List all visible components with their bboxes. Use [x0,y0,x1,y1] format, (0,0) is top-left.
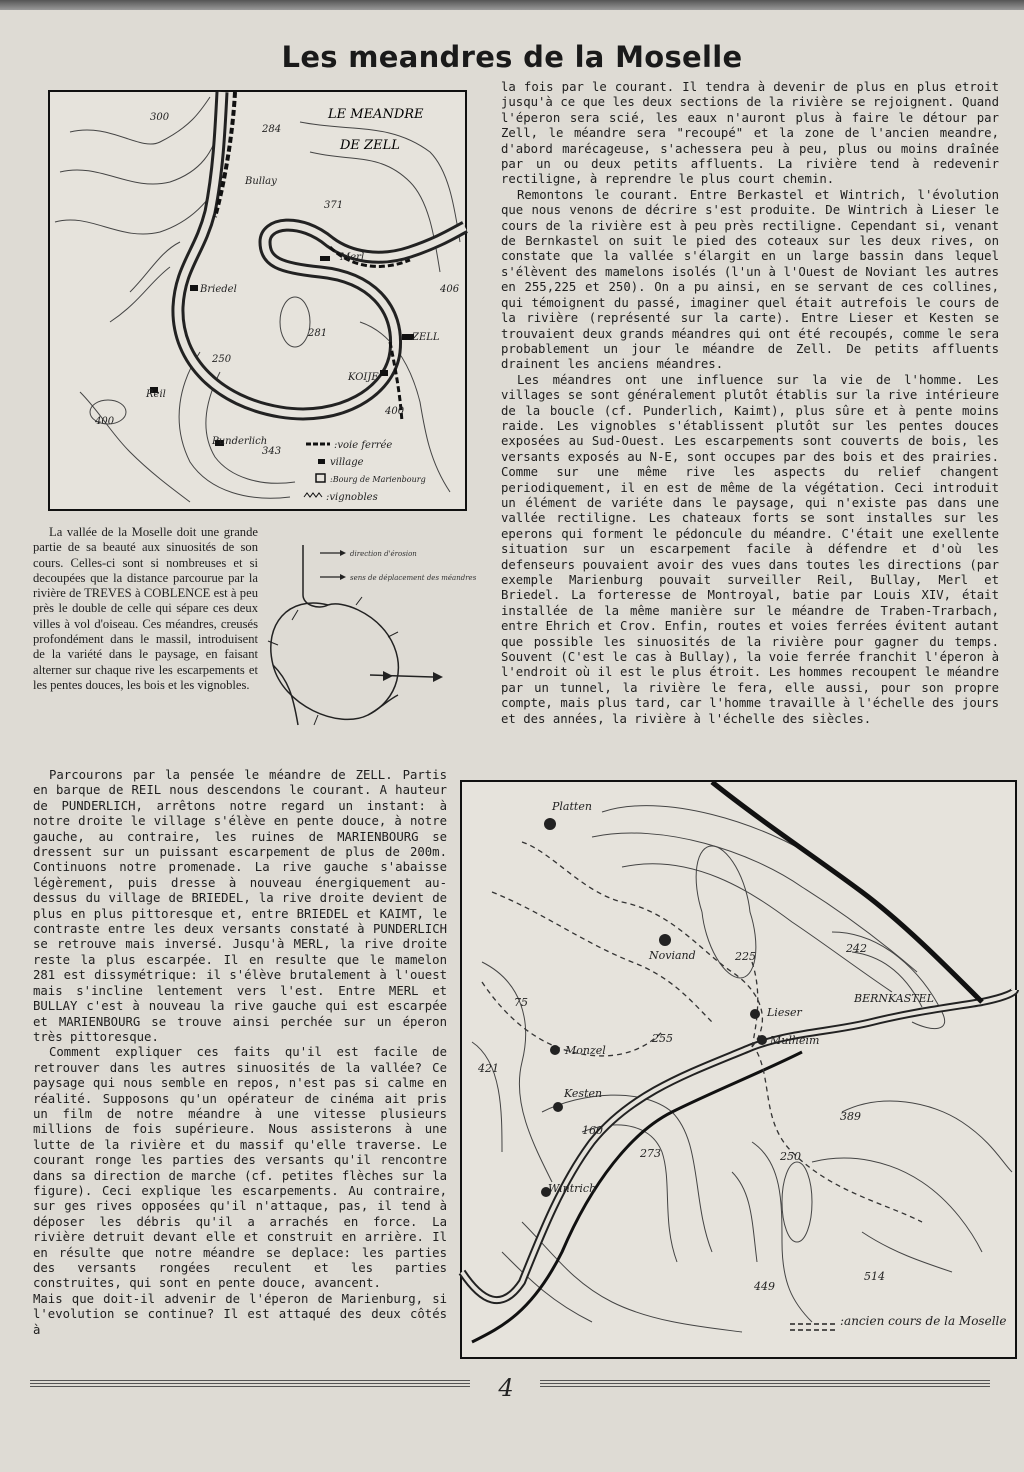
paragraph: Remontons le courant. Entre Berkastel et Wintrich, l'évolution que nous venons de décrire s'est produite. De Wintrich à Lieser le cours de la rivière est à peu près rectiligne. Cependant si, venant de Bernkastel on suit le pied des coteaux sur les deux rives, on constate que la vallée s'élargit en un large bassin dans lequel s'élèvent des mamelons isolés (l'un à l'Ouest de Noviant les autres en 255,225 et 250). On a pu ainsi, en se servant de ces collines, qui témoignent du passé, imaginer quel était autrefois le cours de la rivière (représenté sur la carte). Entre Lieser et Kesten se trouvaient deux grands méandres qui ont été recoupés, comme le sera probablement un jour le méandre de Zell. De petits affluents drainent les anciens méandres. [501,187,999,372]
map-zell-label: 406 [440,284,460,295]
map-zell-label: 343 [262,446,282,457]
text-column-right [501,80,999,727]
map-label-mulheim: Mulheim [770,1034,820,1047]
map-label-kesten: Kesten [564,1087,603,1100]
map-zell-drawing [50,92,465,509]
map-zell-label: Bullay [245,176,277,187]
map-label-75: 75 [514,996,528,1009]
legend-castle: :Bourg de Marienbourg [330,475,426,484]
legend-village: village [330,457,364,468]
map-zell-label: Briedel [200,284,237,295]
map-zell-legend [304,440,426,503]
legend-old-course-text: :ancien cours de la Moselle [840,1314,1007,1328]
map-label-389: 389 [840,1110,861,1123]
map-label-monzel: Monzel [565,1044,606,1057]
paragraph: Parcourons par la pensée le méandre de ZELL. Partis en barque de REIL nous descendons le courant. A hauteur de PUNDERLICH, arrêtons notre regard un instant: à notre droite le village s'élève en pente douce, à notre gauche, au contraire, les ruines de MARIENBOURG se dressent sur un puissant escarpement de plus de 200m. Continuons notre promenade. La rive gauche s'abaisse légèrement, puis dresse à nouveau énergiquement au-dessus du village de BRIEDEL, la rive droite devient de plus en plus pittoresque et, entre BRIEDEL et KAIMT, le contraste entre les deux versants constaté à PUNDERLICH se retrouve mais inversé. Jusqu'à MERL, la rive droite reste la plus escarpée. Il en resulte que le mamelon 281 est dissymétrique: il s'élève brutalement à l'ouest mais s'incline lentement vers l'est. Entre MERL et BULLAY c'est à nouveau la rive gauche qui est escarpée et MARIENBOURG se trouve ainsi perchée sur un éperon très pittoresque. [33,768,447,1044]
map-label-421: 421 [478,1062,499,1075]
footer-rule-left [30,1380,470,1389]
arrow-legend-displacement: sens de déplacement des méandres [350,574,477,582]
map-label-bernkastel: BERNKASTEL [854,992,934,1005]
caption-text: La vallée de la Moselle doit une grande partie de sa beauté aux sinuosités de son cours. Celles-ci sont si nombreuses et si decoupées que la distance parcourue par la rivière de TREVES à COBLENCE est à peu près le double de celle qui sépare ces deux villes à vol d'oiseau. Ces méandres, creusés profondément dans le massil, introduisent de la variété dans le paysage, en faisant alterner sur chaque rive les escarpements et les pentes douces, les bois et les vignobles. [33,525,258,692]
map-zell-label: 400 [385,406,405,417]
map-zell-label: Reil [146,389,166,400]
text-column-left [33,768,447,1338]
page-number: 4 [498,1374,514,1402]
map-zell-label: Punderlich [212,436,268,447]
map-label-wintrich: Wintrich [548,1182,597,1195]
map-zell-label: 400 [95,416,115,427]
map-label-273: 273 [640,1147,661,1160]
arrow-legend-erosion: direction d'érosion [350,550,417,558]
legend-railway: :voie ferrée [334,440,393,451]
map-zell [48,90,467,511]
map-label-255: 255 [652,1032,673,1045]
map-bernkastel [460,780,1017,1359]
map-zell-title-2: DE ZELL [340,138,400,153]
top-edge [0,0,1024,10]
legend-vineyards: :vignobles [326,492,378,503]
page-title: Les meandres de la Moselle [281,40,743,74]
legend-old-course [840,1312,1010,1352]
paragraph: Comment expliquer ces faits qu'il est facile de retrouver dans les autres sinuosités de la vallée? Ce paysage qui nous semble en repos, n'est pas si calme en réalité. Supposons qu'un opérateur de cinéma ait pris un film de notre méandre à une vitesse plusieurs millions de fois supérieure. Nous assisterons à une lutte de la rivière et du massif qu'elle traverse. Le courant ronge les parties des versants qu'il rencontre dans sa direction de marche (cf. petites flèches sur la figure). Ceci explique les escarpements. Au contraire, sur ges rives opposées qu'il n'attaque, pas, il tend à déposer les débris qu'il a arrachés en force. La rivière detruit devant elle et construit en arrière. Il en résulte que notre méandre se deplace: les parties des versants rongées reculent et les parties construites, qui sont en pente douce, avancent. [33,1045,447,1291]
map-zell-title-1: LE MEANDRE [328,107,424,122]
paragraph: Les méandres ont une influence sur la vie de l'homme. Les villages se sont généralement plutôt établis sur la rive intérieure de la boucle (cf. Punderlich, Kaimt), plus sûre et à pente moins raide. Les vignobles s'établissent plutôt sur les pentes douces exposées au Sud-Ouest. Les escarpements sont couverts de bois, les versants exposés au N-E, sont occupes par des bois et des prairies. Comme sur une même rive les aspects du relief changent periodiquement, il en est de même de la végétation. Ceci introduit un élément de variéte dans le paysage, qui n'existe pas dans une vallée rectiligne. Les chateaux forts se sont installes sur les eperons qui forment le pédoncule du méandre. C'était une exellente situation sur un escarpement facile à défendre et d'où les defenseurs pouvaient avoir des vues dans toutes les directions (par exemple Marienburg pouvait surveiller Reil, Bullay, Merl et Briedel. La forteresse de Montroyal, batie par Louis XIV, était installée de la même manière sur le méandre de Traben-Trarbach, entre Ehrich et Crov. Enfin, routes et voies ferrées évitent autant que possible les sinuosités de la rivière pour gagner du temps. Souvent (C'est le cas à Bullay), la voie ferrée franchit l'éperon à l'endroit où il est le plus étroit. Les hommes recoupent le méandre par un tunnel, la rivière le fera, elle aussi, pour son propre compte, mais plus tard, car l'homme travaille à l'échelle des jours et des années, la rivière à l'échelle des siècles. [501,372,999,726]
map-zell-label: 371 [324,200,344,211]
map-label-514: 514 [864,1270,885,1283]
map-label-platten: Platten [552,800,592,813]
map-zell-label: ZELL [412,332,440,343]
map-bernkastel-drawing [462,782,1015,1357]
map-label-242: 242 [846,942,867,955]
map-label-lieser: Lieser [767,1006,802,1019]
map-zell-label: 281 [308,328,328,339]
map-label-250: 250 [780,1150,801,1163]
map-zell-label: 250 [212,354,232,365]
footer-rule-right [540,1380,990,1389]
paragraph: la fois par le courant. Il tendra à devenir de plus en plus etroit jusqu'à ce que les deux sections de la rivière se rejoignent. Quand l'éperon sera scié, les eaux n'auront plus à faire le détour par Zell, le méandre sera "recoupé" et la zone de l'ancien meandre, d'abord marécageuse, s'achessera peu à peu, plus ou moins draînée par un ou deux petits affluents. La rivière tend à redevenir rectiligne, à reprendre le plus court chemin. [501,80,999,187]
map-label-449: 449 [754,1280,775,1293]
paragraph: Mais que doit-il advenir de l'éperon de Marienburg, si l'evolution se continue? Il est attaqué des deux côtés à [33,1291,447,1337]
map-label-225: 225 [735,950,756,963]
map-label-160: 160 [582,1124,603,1137]
map-zell-label: 300 [150,112,170,123]
map-label-noviand: Noviand [649,949,696,962]
map-zell-label: KOIJE [348,372,379,383]
map-zell-label: 284 [262,124,282,135]
meander-arrow-diagram [258,535,477,765]
caption-left [33,525,258,693]
map-zell-label: Merl [340,252,365,263]
